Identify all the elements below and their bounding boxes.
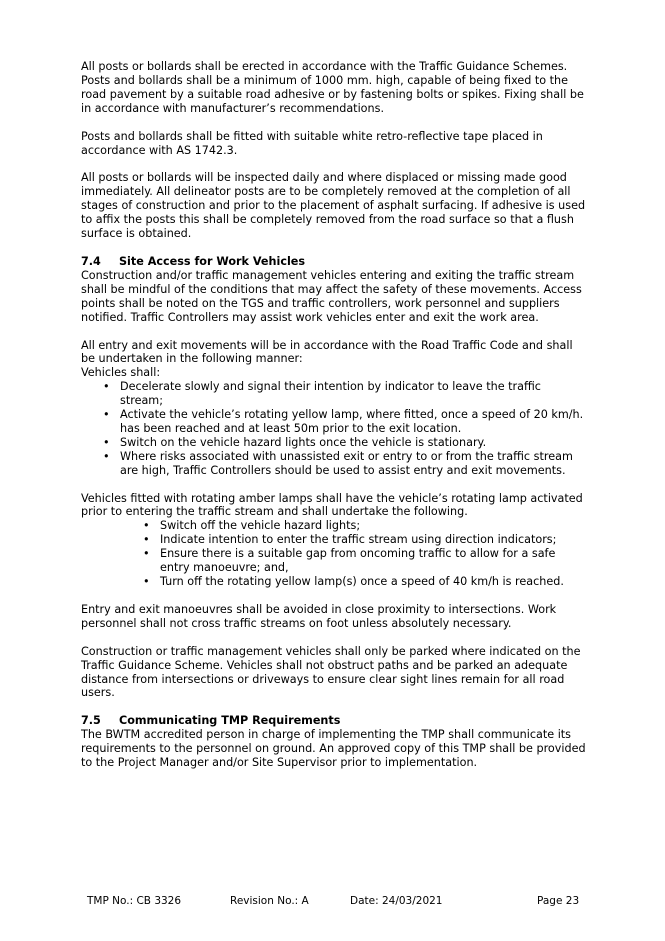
bullet-icon: • <box>103 408 110 422</box>
list-item: • Turn off the rotating yellow lamp(s) once a speed of 40 km/h is reached. <box>143 575 564 588</box>
page-footer <box>0 893 665 909</box>
bullet-icon: • <box>143 533 150 547</box>
paragraph-posts-bollards: All posts or bollards shall be erected in accordance with the Traffic Guidance Schemes. Posts and bollards shall be a minimum of 1000 mm. high, capable of being fixed to the road pavement by a suitable road adhesive or by fastening bolts or spikes. Fixing shall be in accordance with manufacturer’s recommendations. <box>81 60 584 115</box>
paragraph-amber-lamps: Vehicles fitted with rotating amber lamps shall have the vehicle’s rotating lamp activated prior to entering the traffic stream and shall undertake the following. <box>81 491 583 519</box>
list-item: • Switch off the vehicle hazard lights; <box>143 519 361 533</box>
section-number: 7.4 <box>81 254 101 268</box>
footer-date: Date: 24/03/2021 <box>350 895 443 907</box>
paragraph-entry-exit: All entry and exit movements will be in accordance with the Road Traffic Code and shall be undertaken in the following manner: <box>81 338 573 366</box>
paragraph-parking: Construction or traffic management vehicles shall only be parked where indicated on the Traffic Guidance Scheme. Vehicles shall not obstruct paths and be parked an adequate distance from intersections or driveways to ensure clear sight lines remain for all road users. <box>81 644 581 700</box>
paragraph-site-access-intro: Construction and/or traffic management vehicles entering and exiting the traffic stream shall be mindful of the conditions that may affect the safety of these movements. Access points shall be noted on the TGS and traffic controllers, work personnel and suppliers notified. Traffic Controllers may assist work vehicles enter and exit the work area. <box>81 268 582 324</box>
bullet-icon: • <box>143 547 150 561</box>
bullet-icon: • <box>143 575 150 588</box>
bullet-icon: • <box>103 435 110 449</box>
list-item: • Activate the vehicle’s rotating yellow lamp, where fitted, once a speed of 20 km/h. has been reached and at least 50m prior to the exit location. <box>103 408 584 435</box>
footer-tmp-number: TMP No.: CB 3326 <box>87 895 182 907</box>
list-item: • Decelerate slowly and signal their intention by indicator to leave the traffic stream; <box>103 380 541 408</box>
section-heading-7-5 <box>81 714 586 728</box>
section-number: 7.5 <box>81 714 101 728</box>
paragraph-reflective-tape: Posts and bollards shall be fitted with suitable white retro-reflective tape placed in accordance with AS 1742.3. <box>81 129 543 157</box>
list-item: • Where risks associated with unassisted exit or entry to or from the traffic stream are high, Traffic Controllers should be used to assist entry and exit movements. <box>103 449 573 477</box>
document-body <box>81 60 586 784</box>
section-heading-7-4 <box>81 255 586 269</box>
bullet-icon: • <box>143 519 150 533</box>
paragraph-vehicles-shall: Vehicles shall: <box>81 366 161 380</box>
list-item: • Indicate intention to enter the traffic stream using direction indicators; <box>143 533 557 547</box>
section-title: Site Access for Work Vehicles <box>119 254 306 268</box>
list-item: • Ensure there is a suitable gap from oncoming traffic to allow for a safe entry manoeuvre; and, <box>143 547 556 575</box>
footer-page-number: Page 23 <box>537 895 580 907</box>
paragraph-manoeuvres: Entry and exit manoeuvres shall be avoided in close proximity to intersections. Work personnel shall not cross traffic streams on foot unless absolutely necessary. <box>81 602 557 630</box>
entry-bullet-list <box>81 519 586 589</box>
bullet-icon: • <box>103 449 110 463</box>
exit-bullet-list <box>81 380 586 477</box>
list-item: • Switch on the vehicle hazard lights once the vehicle is stationary. <box>103 435 487 449</box>
footer-revision: Revision No.: A <box>230 895 309 907</box>
paragraph-inspection: All posts or bollards will be inspected daily and where displaced or missing made good immediately. All delineator posts are to be completely removed at the completion of all stages of construction and prior to the placement of asphalt surfacing. If adhesive is used to affix the posts this shall be completely removed from the road surface so that a flush surface is obtained. <box>81 171 586 241</box>
paragraph-communicating: The BWTM accredited person in charge of implementing the TMP shall communicate its requirements to the personnel on ground. An approved copy of this TMP shall be provided to the Project Manager and/or Site Supervisor prior to implementation. <box>81 728 586 770</box>
section-title: Communicating TMP Requirements <box>119 714 341 728</box>
bullet-icon: • <box>103 380 110 394</box>
